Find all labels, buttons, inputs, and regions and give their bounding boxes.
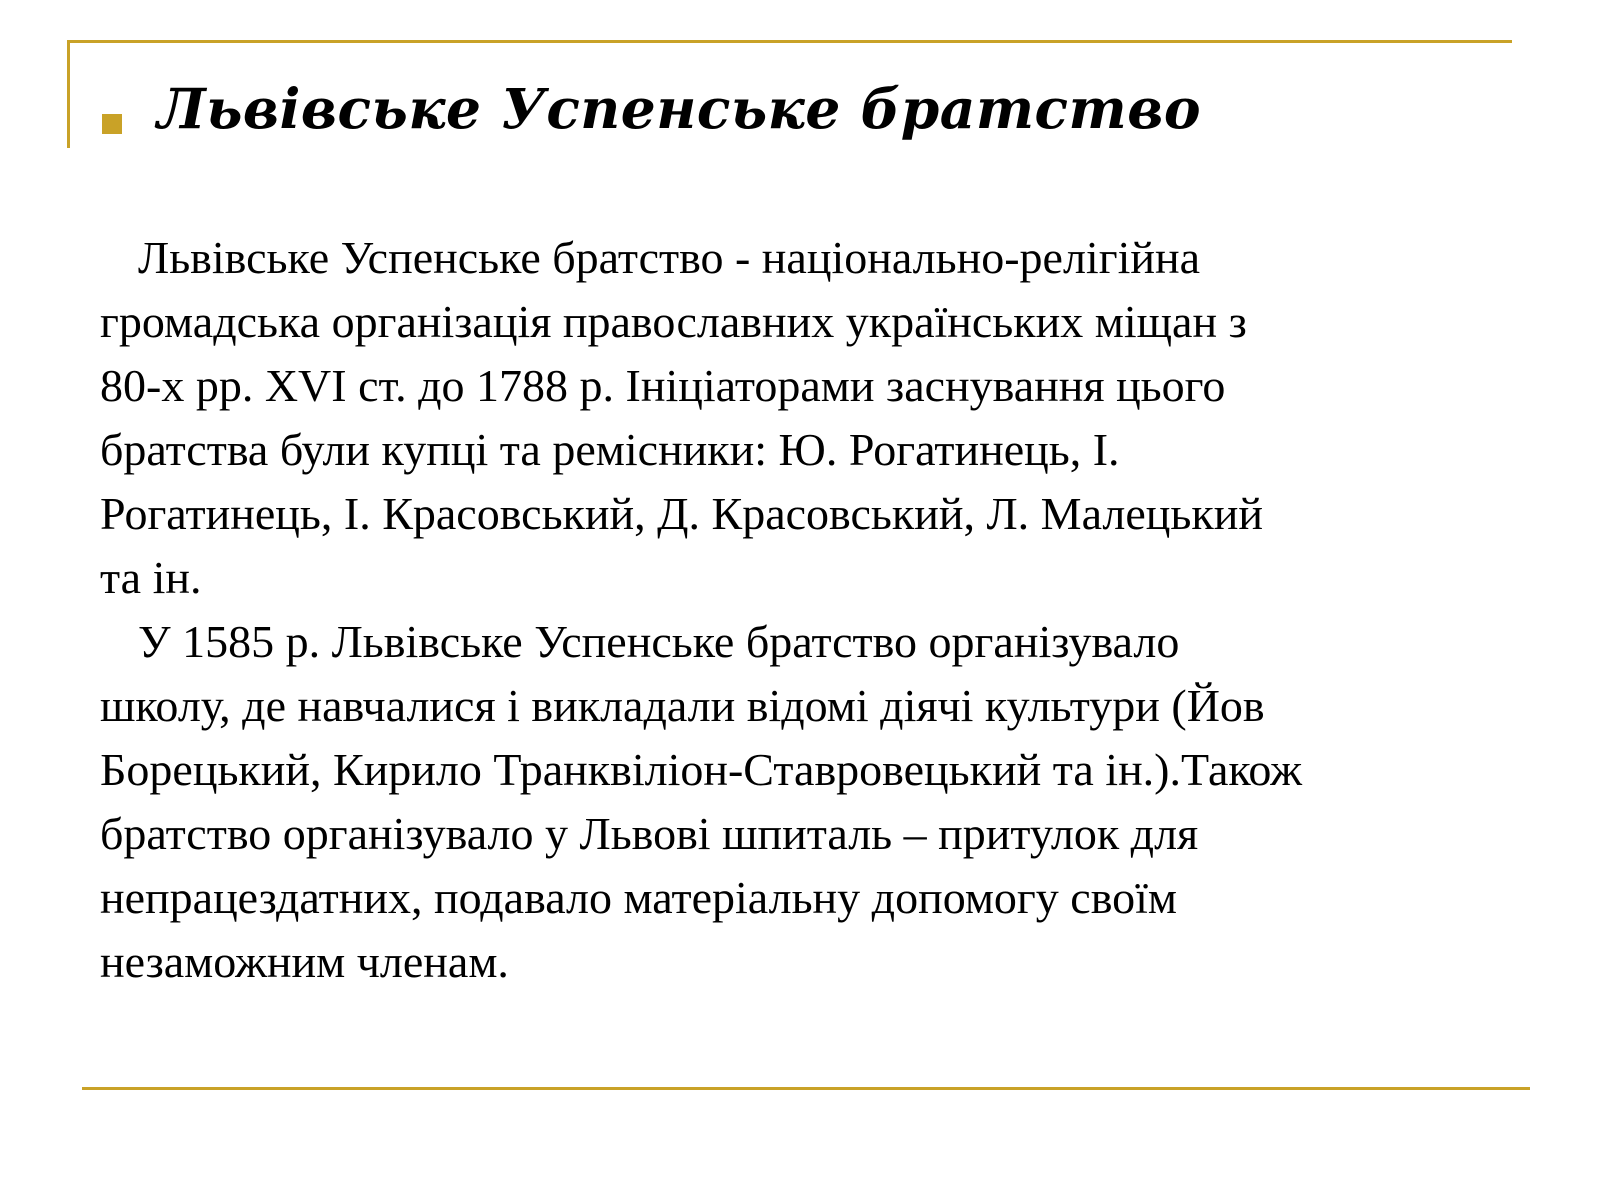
text-line: школу, де навчалися і викладали відомі діячі культури (Йов: [100, 680, 1265, 731]
square-bullet-icon: [102, 114, 122, 134]
text-line: братство організувало у Львові шпиталь – притулок для: [100, 808, 1199, 859]
text-line: У 1585 р. Львівське Успенське братство організувало: [138, 616, 1180, 667]
text-line: та ін.: [100, 552, 202, 603]
text-line: непрацездатних, подавало матеріальну допомогу своїм: [100, 872, 1178, 923]
slide-title: Львівське Успенське братство: [157, 76, 1202, 141]
text-line: Борецький, Кирило Транквіліон-Ставровецький та ін.).Також: [100, 744, 1303, 795]
text-line: братства були купці та ремісники: Ю. Рогатинець, І.: [100, 424, 1120, 475]
left-rule: [67, 40, 70, 148]
text-line: незаможним членам.: [100, 936, 509, 987]
paragraph-1: [100, 226, 1520, 610]
top-rule: [67, 40, 1512, 43]
text-line: 80-х рр. XVI ст. до 1788 р. Ініціаторами заснування цього: [100, 360, 1226, 411]
bottom-rule: [82, 1087, 1530, 1090]
text-line: Львівське Успенське братство - національно-релігійна: [138, 232, 1200, 283]
slide-body: [100, 226, 1520, 994]
text-line: Рогатинець, І. Красовський, Д. Красовський, Л. Малецький: [100, 488, 1263, 539]
text-line: громадська організація православних українських міщан з: [100, 296, 1247, 347]
paragraph-2: [100, 610, 1520, 994]
